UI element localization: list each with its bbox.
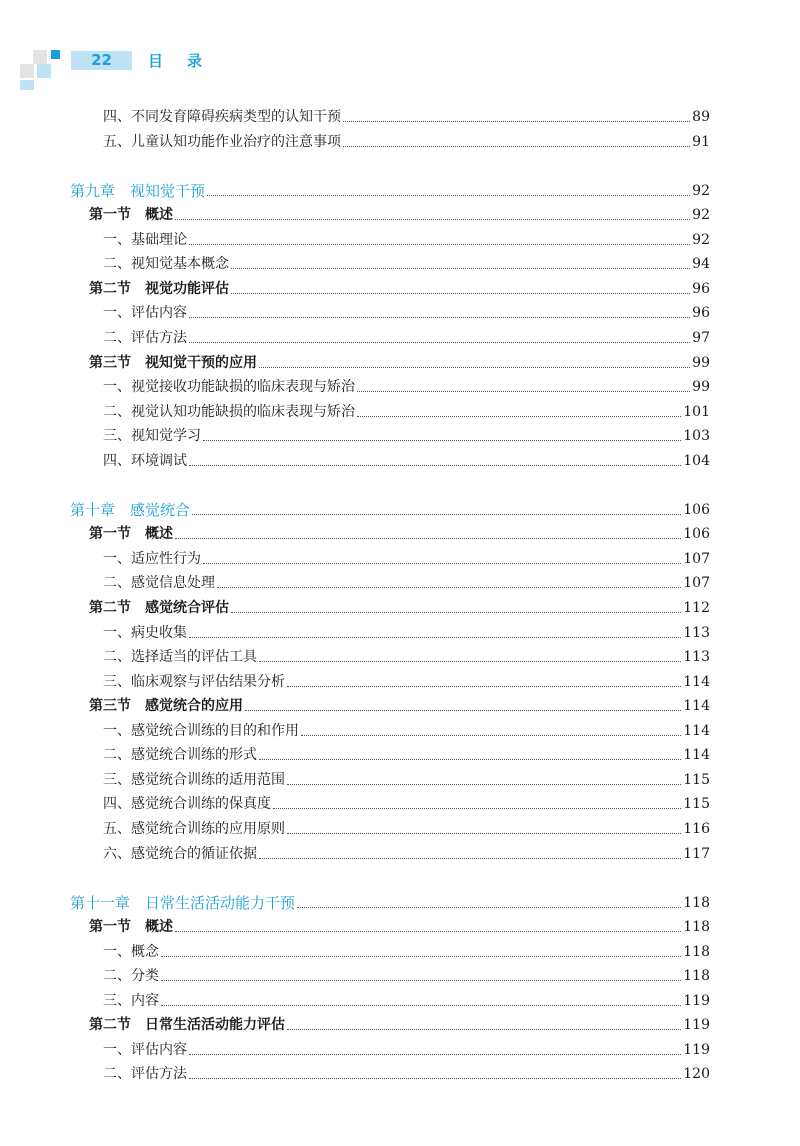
toc-entry-item[interactable] [103, 299, 710, 323]
toc-entry-item[interactable] [103, 103, 710, 127]
toc-entry-title: 二、视觉认知功能缺损的临床表现与矫治 [103, 403, 355, 420]
toc-entry-section[interactable] [89, 692, 710, 716]
toc-entry-section[interactable] [89, 594, 710, 618]
toc-entry-title: 第一节 概述 [89, 207, 173, 224]
toc-entry-title: 一、评估内容 [103, 1041, 187, 1058]
dot-leader [287, 686, 681, 687]
dot-leader [189, 244, 690, 245]
toc-entry-chapter[interactable] [70, 177, 710, 201]
toc-entry-page: 116 [683, 820, 710, 837]
toc-entry-title: 第二节 日常生活活动能力评估 [89, 1017, 285, 1034]
toc-entry-page: 113 [683, 649, 710, 666]
toc-entry-title: 第二节 感觉统合评估 [89, 600, 229, 616]
toc-entry-page: 117 [683, 845, 710, 862]
deco-square [33, 50, 47, 64]
dot-leader [207, 195, 690, 196]
toc-entry-page: 119 [683, 1017, 710, 1034]
toc-entry-page: 114 [683, 673, 710, 690]
toc-entry-item[interactable] [103, 373, 710, 397]
toc-entry-title: 二、感觉统合训练的形式 [103, 747, 257, 764]
dot-leader [189, 342, 690, 343]
toc-entry-section[interactable] [89, 1011, 710, 1035]
toc-entry-page: 114 [683, 722, 710, 739]
dot-leader [343, 146, 690, 147]
dot-leader [189, 1054, 681, 1055]
dot-leader [161, 1005, 681, 1006]
toc-entry-item[interactable] [103, 569, 710, 593]
toc-entry-title: 第九章 视知觉干预 [70, 181, 206, 200]
toc-entry-item[interactable] [103, 250, 710, 274]
toc-entry-item[interactable] [103, 545, 710, 569]
toc-entry-title: 四、感觉统合训练的保真度 [103, 796, 271, 813]
toc-entry-title: 二、视知觉基本概念 [103, 256, 229, 273]
toc-entry-page: 118 [683, 943, 710, 960]
toc-entry-page: 92 [692, 231, 710, 248]
toc-entry-item[interactable] [103, 790, 710, 814]
toc-entry-item[interactable] [103, 717, 710, 741]
toc-entry-title: 第一节 概述 [89, 919, 173, 936]
toc-entry-item[interactable] [103, 643, 710, 667]
toc-entry-item[interactable] [103, 840, 710, 864]
toc-entry-page: 118 [683, 919, 710, 936]
toc-entry-title: 六、感觉统合的循证依据 [103, 845, 257, 862]
toc-entry-item[interactable] [103, 1036, 710, 1060]
toc-entry-page: 99 [692, 379, 710, 396]
dot-leader [231, 293, 690, 294]
deco-square [51, 50, 60, 59]
toc-entry-title: 二、评估方法 [103, 329, 187, 346]
toc-entry-chapter[interactable] [70, 496, 710, 520]
dot-leader [231, 268, 690, 269]
dot-leader [357, 416, 681, 417]
dot-leader [175, 931, 681, 932]
toc-entry-page: 113 [683, 624, 710, 641]
dot-leader [301, 735, 681, 736]
toc-entry-page: 92 [692, 182, 710, 199]
dot-leader [189, 465, 681, 466]
dot-leader [161, 980, 681, 981]
toc-entry-item[interactable] [103, 422, 710, 446]
toc-entry-title: 四、环境调试 [103, 452, 187, 469]
toc-entry-section[interactable] [89, 913, 710, 937]
dot-leader [189, 1078, 681, 1079]
dot-leader [287, 1029, 681, 1030]
toc-entry-section[interactable] [89, 275, 710, 299]
dot-leader [189, 637, 681, 638]
toc-entry-chapter[interactable] [70, 889, 710, 913]
toc-entry-page: 107 [683, 575, 710, 592]
toc-entry-item[interactable] [103, 128, 710, 152]
toc-entry-title: 第三节 感觉统合的应用 [89, 698, 243, 715]
toc-entry-page: 119 [683, 1041, 710, 1058]
toc-entry-page: 96 [692, 305, 710, 322]
page-number: 22 [91, 51, 112, 69]
dot-leader [203, 563, 681, 564]
dot-leader [259, 661, 681, 662]
toc-entry-page: 120 [683, 1066, 710, 1083]
toc-entry-title: 一、概念 [103, 943, 159, 960]
toc-entry-title: 三、感觉统合训练的适用范围 [103, 771, 285, 788]
toc-entry-title: 一、视觉接收功能缺损的临床表现与矫治 [103, 379, 355, 396]
dot-leader [245, 710, 681, 711]
toc-entry-title: 五、感觉统合训练的应用原则 [103, 820, 285, 837]
toc-entry-page: 96 [692, 280, 710, 297]
toc-entry-page: 107 [683, 550, 710, 567]
toc-entry-page: 97 [692, 329, 710, 346]
toc-entry-page: 104 [683, 452, 710, 469]
toc-entry-item[interactable] [103, 619, 710, 643]
dot-leader [259, 759, 681, 760]
toc-entry-item[interactable] [103, 962, 710, 986]
toc-entry-section[interactable] [89, 520, 710, 544]
dot-leader [259, 367, 690, 368]
toc-entry-item[interactable] [103, 741, 710, 765]
dot-leader [287, 784, 681, 785]
toc-entry-page: 89 [692, 109, 710, 125]
deco-square [20, 80, 34, 90]
toc-entry-title: 一、评估内容 [103, 305, 187, 322]
toc-entry-title: 五、儿童认知功能作业治疗的注意事项 [103, 133, 341, 150]
dot-leader [175, 219, 690, 220]
dot-leader [259, 858, 681, 859]
toc-entry-page: 106 [683, 526, 710, 543]
toc-entry-item[interactable] [103, 815, 710, 839]
toc-entry-page: 119 [683, 992, 710, 1009]
toc-entry-page: 115 [683, 796, 710, 813]
toc-entry-title: 二、分类 [103, 968, 159, 985]
toc-entry-item[interactable] [103, 324, 710, 348]
dot-leader [273, 808, 681, 809]
dot-leader [189, 317, 690, 318]
header-title: 目录 [148, 52, 227, 70]
toc-entry-title: 四、不同发育障碍疾病类型的认知干预 [103, 109, 341, 125]
toc-entry-title: 一、基础理论 [103, 231, 187, 248]
toc-entry-title: 第十一章 日常生活活动能力干预 [70, 893, 296, 912]
dot-leader [297, 907, 681, 908]
toc-entry-title: 三、临床观察与评估结果分析 [103, 673, 285, 690]
toc-entry-page: 115 [683, 771, 710, 788]
toc-entry-page: 118 [683, 894, 710, 911]
toc-entry-item[interactable] [103, 766, 710, 790]
dot-leader [217, 587, 681, 588]
toc-entry-item[interactable] [103, 1060, 710, 1084]
toc-entry-title: 二、感觉信息处理 [103, 575, 215, 592]
dot-leader [175, 538, 681, 539]
toc-entry-item[interactable] [103, 938, 710, 962]
deco-square [37, 64, 51, 78]
dot-leader [357, 391, 690, 392]
dot-leader [287, 833, 681, 834]
toc-entry-item[interactable] [103, 226, 710, 250]
toc-entry-page: 118 [683, 968, 710, 985]
toc-entry-page: 92 [692, 207, 710, 224]
toc-entry-page: 114 [683, 747, 710, 764]
toc-entry-page: 94 [692, 256, 710, 273]
toc-entry-page: 114 [683, 698, 710, 715]
toc-entry-title: 第三节 视知觉干预的应用 [89, 354, 257, 371]
toc-entry-page: 101 [683, 403, 710, 420]
deco-square [20, 64, 34, 78]
toc-entry-title: 一、适应性行为 [103, 550, 201, 567]
toc-entry-title: 第一节 概述 [89, 526, 173, 543]
toc-entry-title: 三、视知觉学习 [103, 428, 201, 445]
toc-entry-page: 103 [683, 428, 710, 445]
toc-entry-title: 第十章 感觉统合 [70, 500, 191, 519]
dot-leader [343, 121, 690, 122]
toc-entry-page: 112 [683, 600, 710, 616]
dot-leader [161, 956, 681, 957]
toc-entry-item[interactable] [103, 398, 710, 422]
toc-entry-page: 91 [692, 133, 710, 150]
toc-entry-section[interactable] [89, 201, 710, 225]
toc-entry-title: 二、评估方法 [103, 1066, 187, 1083]
dot-leader [203, 440, 681, 441]
toc-entry-title: 一、病史收集 [103, 624, 187, 641]
toc-entry-title: 三、内容 [103, 992, 159, 1009]
toc-entry-section[interactable] [89, 349, 710, 373]
toc-entry-title: 第二节 视觉功能评估 [89, 280, 229, 297]
toc-entry-title: 一、感觉统合训练的目的和作用 [103, 722, 299, 739]
toc-entry-item[interactable] [103, 668, 710, 692]
toc-entry-item[interactable] [103, 447, 710, 471]
toc-entry-page: 106 [683, 501, 710, 518]
toc-entry-page: 99 [692, 354, 710, 371]
toc-entry-item[interactable] [103, 987, 710, 1011]
dot-leader [231, 612, 681, 613]
toc-entry-title: 二、选择适当的评估工具 [103, 649, 257, 666]
dot-leader [192, 514, 681, 515]
